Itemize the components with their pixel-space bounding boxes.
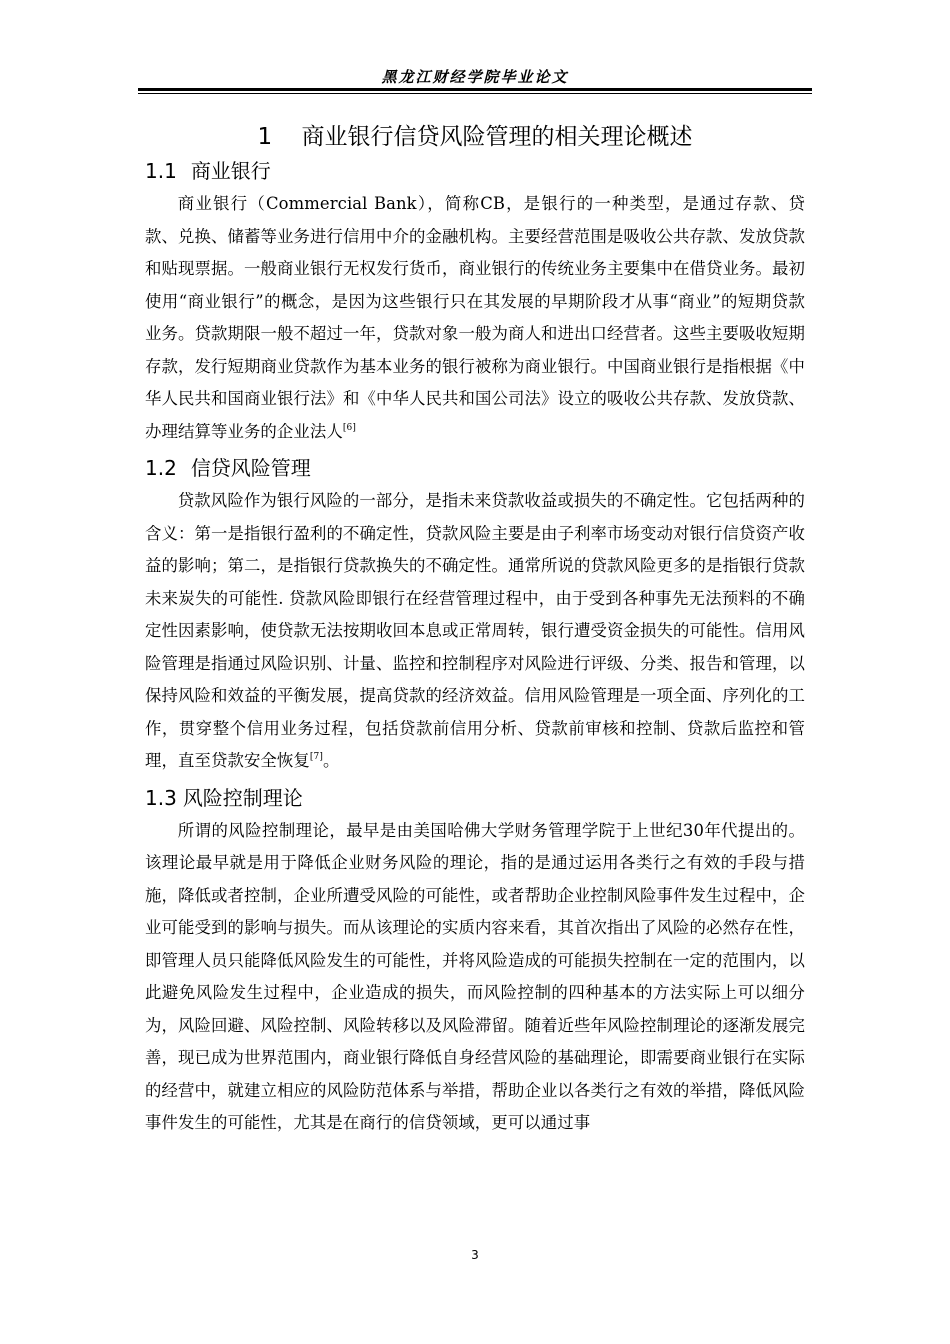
- chapter-title: 商业银行信贷风险管理的相关理论概述: [301, 124, 693, 150]
- paragraph-text: 商业银行（Commercial Bank），简称CB，是银行的一种类型，是通过存款、贷款、兑换、储蓄等业务进行信用中介的金融机构。主要经营范围是吸收公共存款、发放贷款和贴现票据。一般商业银行无权发行货币，商业银行的传统业务主要集中在借贷业务。最初使用“商业银行”的概念，是因为这些银行只在其发展的早期阶段才从事“商业”的短期贷款业务。贷款期限一般不超过一年，贷款对象一般为商人和进出口经营者。这些主要吸收短期存款，发行短期商业贷款作为基本业务的银行被称为商业银行。中国商业银行是指根据《中华人民共和国商业银行法》和《中华人民共和国公司法》设立的吸收公共存款、发放贷款、办理结算等业务的企业法人: [145, 194, 805, 441]
- page-number: 3: [471, 1248, 479, 1262]
- citation: [6]: [342, 422, 356, 433]
- page-content: [145, 120, 805, 1145]
- section-number: 1.3: [145, 785, 177, 810]
- section-number: 1.2: [145, 456, 177, 480]
- paragraph-text: 贷款风险作为银行风险的一部分，是指未来贷款收益或损失的不确定性。它包括两种的含义：第一是指银行盈利的不确定性，贷款风险主要是由子利率市场变动对银行信贷资产收益的影响；第二，是指银行贷款换失的不确定性。通常所说的贷款风险更多的是指银行贷款未来炭失的可能性. 贷款风险即银行在经营管理过程中，由于受到各种事先无法预料的不确定性因素影响，使贷款无法按期收回本息或正常周转，银行遭受资金损失的可能性。信用风险管理是指通过风险识别、计量、监控和控制程序对风险进行评级、分类、报告和管理，以保持风险和效益的平衡发展，提高贷款的经济效益。信用风险管理是一项全面、序列化的工作，贯穿整个信用业务过程，包括贷款前信用分析、贷款前审核和控制、贷款后监控和管理，直至贷款安全恢复: [145, 491, 805, 770]
- paragraph-text: 所谓的风险控制理论，最早是由美国哈佛大学财务管理学院于上世纪30年代提出的。该理论最早就是用于降低企业财务风险的理论，指的是通过运用各类行之有效的手段与措施，降低或者控制，企业所遭受风险的可能性，或者帮助企业控制风险事件发生过程中，企业可能受到的影响与损失。而从该理论的实质内容来看，其首次指出了风险的必然存在性，即管理人员只能降低风险发生的可能性，并将风险造成的可能损失控制在一定的范围内，以此避免风险发生过程中，企业造成的损失，而风险控制的四种基本的方法实际上可以细分为，风险回避、风险控制、风险转移以及风险滞留。随着近些年风险控制理论的逐渐发展完善，现已成为世界范围内，商业银行降低自身经营风险的基础理论，即需要商业银行在实际的经营中，就建立相应的风险防范体系与举措，帮助企业以各类行之有效的举措，降低风险事件发生的可能性，尤其是在商行的信贷领域，更可以通过事: [145, 820, 805, 1132]
- section-paragraph: [145, 815, 805, 1140]
- paragraph-tail: 。: [322, 751, 340, 770]
- section-heading: [145, 453, 805, 483]
- section-heading: [145, 156, 805, 186]
- section-title: 商业银行: [190, 159, 271, 183]
- section-1-3: [145, 783, 805, 1140]
- section-heading: [145, 783, 805, 813]
- header-title: 黑龙江财经学院毕业论文: [381, 68, 569, 86]
- section-paragraph: [145, 485, 805, 778]
- citation: [7]: [309, 752, 323, 762]
- section-number: 1.1: [145, 159, 177, 183]
- section-1-1: [145, 156, 805, 448]
- section-1-2: [145, 453, 805, 778]
- header-rule-thick: [138, 88, 812, 91]
- chapter-number: 1: [257, 124, 273, 150]
- chapter-heading: [145, 120, 805, 154]
- section-title: 信贷风险管理: [190, 456, 311, 480]
- header-rule-thin: [138, 93, 812, 94]
- section-title: 风险控制理论: [182, 785, 303, 810]
- section-paragraph: [145, 188, 805, 448]
